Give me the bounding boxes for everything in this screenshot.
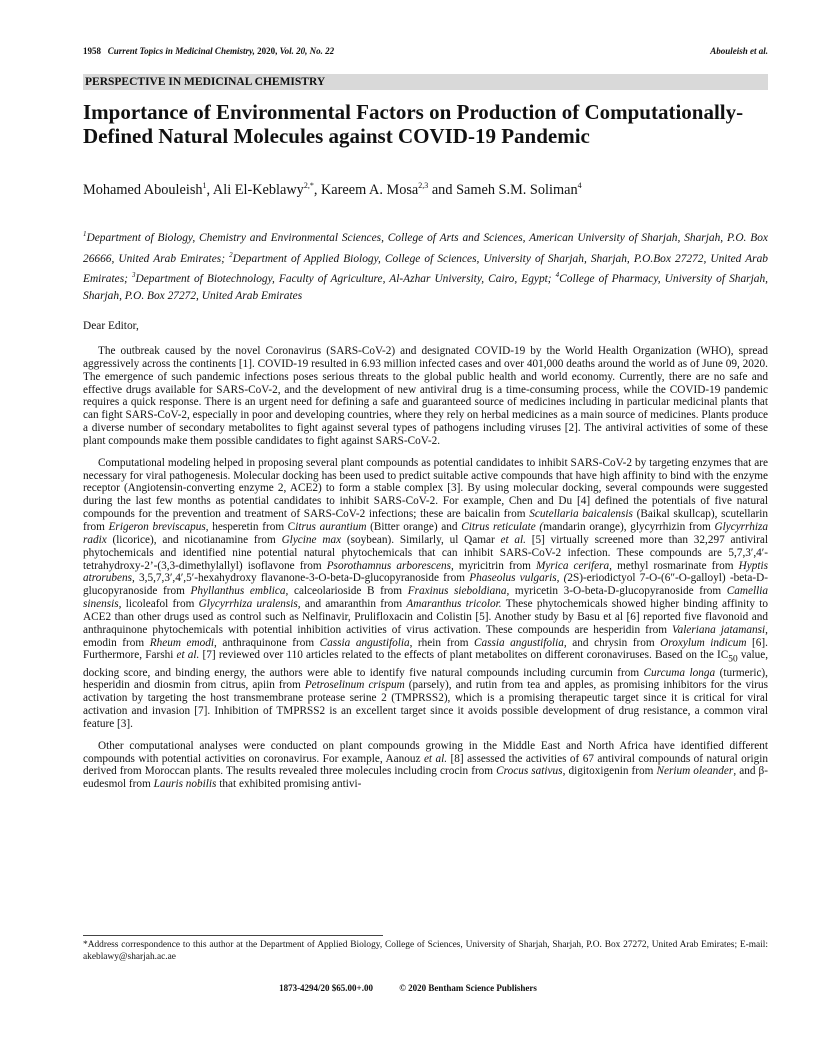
author-name: Ali El-Keblawy bbox=[212, 181, 304, 198]
species-name: Fraxinus sieboldiana, bbox=[407, 585, 510, 598]
species-name: Erigeron breviscapus bbox=[108, 520, 206, 533]
affiliation-mark: 1 bbox=[83, 230, 87, 238]
paragraph-text: (Bitter orange) and bbox=[366, 520, 462, 533]
paragraph-text: 2S)-eriodictyol 7-O-(6″-O-galloyl) -beta-D-glucopyranoside from bbox=[83, 572, 768, 598]
author-affiliation-mark: 2,3 bbox=[418, 181, 429, 190]
species-name: Rheum emodi bbox=[149, 636, 214, 649]
paragraph-text: 3,5,7,3′,4′,5′-hexahydroxy flavanone-3-O-beta-D-glucopyranoside from bbox=[134, 572, 470, 585]
paragraph-text: [6]. Furthermore, Farshi bbox=[83, 636, 768, 662]
footnote-divider bbox=[83, 935, 383, 936]
affiliations bbox=[83, 226, 768, 305]
paragraph-text: myricitrin from bbox=[453, 559, 536, 572]
author-name: Kareem A. Mosa bbox=[320, 181, 419, 198]
paragraph-text: myricetin 3-O-beta-D-glucopyranoside from bbox=[509, 585, 727, 598]
paragraph-text: (licorice), and nicotianamine from bbox=[106, 533, 282, 546]
species-name: Scutellaria baicalensis bbox=[529, 508, 633, 521]
paragraph-text: Other computational analyses were conducted on plant compounds growing in the Middle East and North Africa have identified different compounds with potential activities on coronavirus. For example, Aanouz bbox=[83, 739, 768, 765]
body-paragraph bbox=[83, 345, 768, 448]
paragraph-text: mandarin orange), glycyrrhizin from bbox=[543, 520, 715, 533]
affiliation-mark: 4 bbox=[555, 271, 560, 280]
species-name: Glycine max bbox=[281, 533, 342, 546]
paragraph-text: methyl rosmarinate from bbox=[612, 559, 739, 572]
species-name: Lauris nobilis bbox=[153, 778, 217, 791]
author-separator: , bbox=[206, 181, 213, 198]
paragraph-text: (parsely), and rutin from tea and apples, as promising inhibitors for the virus activation by targeting the host transmembrane protease serine 2 (TMPRSS2), which is a promising therapeutic target since it is critical for viral activation and invasion [7]. Inhibition of TMPRSS2 is an excellent target since it avoids possible development of drug resistance, a common viral feature [3]. bbox=[83, 679, 769, 730]
species-name: Curcuma longa bbox=[643, 666, 716, 679]
paragraph-text: that exhibited promising antivi- bbox=[216, 778, 362, 791]
affiliation-text: Department of Biology, Chemistry and Environmental Sciences, College of Arts and Sciences, American University of Sharjah, Sharjah, P.O. Box 26666, United Arab Emirates; bbox=[83, 231, 768, 265]
paragraph-text: (turmeric), hesperidin and diosmin from citrus, apiin from bbox=[83, 666, 768, 692]
species-name: et al. bbox=[176, 649, 200, 662]
page-footer bbox=[0, 983, 816, 993]
affiliation-mark: 2 bbox=[229, 250, 233, 259]
journal-name: Current Topics in Medicinal Chemistry, bbox=[107, 46, 255, 56]
paragraph-text: , rhein from bbox=[409, 636, 474, 649]
paragraph-text: , digitoxigenin from bbox=[562, 765, 657, 778]
paragraph-text: , emodin from bbox=[83, 623, 768, 649]
paragraph-text: Computational modeling helped in proposing several plant compounds as potential candidates to inhibit SARS-CoV-2 by targeting enzymes that are necessary for viral pathogenesis. Molecular docking has been used to predict suitable active compounds that have high affinity to bind with the enzyme receptor (Angiotensin-converting enzyme 2, ACE2) to form a stable complex [3]. By using molecular docking, several compounds were suggested during the last few months as potential candidates to inhibit SARS-CoV-2. For example, Chen and Du [4] defined the potentials of five natural compounds for the prevention and treatment of SARS-CoV-2 infections; these are baicalin from bbox=[83, 456, 768, 521]
species-name: Glycyrrhiza uralensis, bbox=[198, 598, 301, 611]
paragraph-text: , hesperetin from C bbox=[205, 520, 296, 533]
section-label: PERSPECTIVE IN MEDICINAL CHEMISTRY bbox=[83, 74, 768, 90]
species-name: itrus aurantium bbox=[295, 520, 367, 533]
paragraph-text: The outbreak caused by the novel Coronavirus (SARS-CoV-2) and designated COVID-19 by the World Health Organization (WHO), spread aggressively across the continents [1]. COVID-19 resulted in 6.93 million infected cases and over 401,000 deaths around the world as of June 09, 2020. The emergence of such pandemic infections poses serious threats to the global public health and world economy. Currently, there are no safe and effective drugs available for SARS-CoV-2, and the development of new antiviral drug is a time-consuming process, while the COVID-19 pandemic requires a quick response. There is an urgent need for defining a safe and guaranteed source of medicines including in particular medicinal plants that can fight SARS-CoV-2, especially in poor and developing countries, where they rely on herbal medicines as a main source of medicines. Plants produce a diverse number of secondary metabolites to fight against several types of pathogens including viruses [2]. The antiviral activities of some of these plant compounds make them possible candidates to fight against SARS-CoV-2. bbox=[83, 345, 768, 447]
paragraph-text: (Baikal skullcap), scutellarin from bbox=[83, 508, 768, 533]
article-title: Importance of Environmental Factors on Production of Computationally-Defined Natural Molecules against COVID-19 Pandemic bbox=[83, 100, 744, 148]
article-body bbox=[83, 345, 768, 800]
species-name: Myrica cerifera, bbox=[535, 559, 612, 572]
paragraph-text: (soybean). Similarly, ul Qamar bbox=[341, 533, 501, 546]
author-separator: and bbox=[428, 181, 457, 198]
copyright: © 2020 Bentham Science Publishers bbox=[399, 983, 537, 993]
species-name: et al. bbox=[500, 533, 526, 546]
page-number: 1958 bbox=[83, 46, 101, 56]
affiliation-text: Department of Biotechnology, Faculty of Agriculture, Al-Azhar University, Cairo, Egypt; bbox=[135, 272, 556, 285]
paragraph-text: licoleafol from bbox=[121, 598, 199, 611]
journal-volume: Vol. 20, No. 22 bbox=[279, 46, 335, 56]
author-separator: , bbox=[313, 181, 321, 198]
author-name: Sameh S.M. Soliman bbox=[456, 181, 578, 198]
body-paragraph bbox=[83, 740, 768, 791]
subscript: 50 bbox=[728, 654, 738, 665]
correspondence-footnote: *Address correspondence to this author at the Department of Applied Biology, College of Sciences, University of Sharjah, Sharjah, P.O. Box 27272, United Arab Emirates; E-mail: akeblawy@sharjah.ac.ae bbox=[83, 940, 768, 962]
journal-year: 2020, bbox=[257, 46, 278, 56]
body-paragraph bbox=[83, 457, 768, 731]
species-name: Hyptis atrorubens, bbox=[83, 559, 769, 585]
paragraph-text: , and β-eudesmol from bbox=[83, 765, 768, 791]
affiliation-text: Department of Applied Biology, College of Sciences, University of Sharjah, Sharjah, P.O.Box 27272, United Arab Emirates; bbox=[83, 252, 769, 285]
author-affiliation-mark: 1 bbox=[202, 181, 207, 190]
running-author: Abouleish et al. bbox=[710, 46, 768, 56]
species-name: Petroselinum crispum bbox=[304, 679, 405, 692]
species-name: Crocus sativus bbox=[496, 765, 563, 778]
species-name: Oroxylum indicum bbox=[660, 636, 747, 649]
species-name: Cassia angustifolia bbox=[319, 636, 410, 649]
paragraph-text: and chrysin from bbox=[566, 636, 661, 649]
author-affiliation-mark: 2,* bbox=[303, 181, 314, 190]
salutation: Dear Editor, bbox=[83, 320, 139, 332]
affiliation-mark: 3 bbox=[131, 271, 136, 280]
species-name: Psorothamnus arborescens, bbox=[326, 559, 454, 572]
species-name: Cassia angustifolia, bbox=[474, 636, 567, 649]
running-header bbox=[83, 46, 768, 56]
issn-price: 1873-4294/20 $65.00+.00 bbox=[279, 983, 373, 993]
header-left bbox=[83, 46, 334, 56]
paragraph-text: [5] virtually screened more than 32,297 antiviral phytochemicals and identified nine potential natural phytochemicals that can inhibit SARS-CoV-2 infection. These compounds are 5,7,3′,4′-tetrahydroxy-2’-(3,3-dimethylallyl) isoflavone from bbox=[83, 533, 768, 572]
species-name: Nerium oleander bbox=[656, 765, 734, 778]
species-name: Phaseolus vulgaris, ( bbox=[469, 572, 568, 585]
paragraph-text: value, docking score, and binding energy, the authors were able to identify five natural compounds including curcumin from bbox=[83, 649, 769, 679]
species-name: et al. bbox=[423, 752, 448, 765]
paragraph-text: These phytochemicals showed higher binding affinity to ACE2 than other drugs used as control such as Nelfinavir, Prulifloxacin and Colistin [5]. Another study by Basu et al [6] reported five flavonoid and anthraquinone phytochemicals with potential inhibition activities of virus activation. These compounds are hesperidin from bbox=[83, 598, 768, 636]
author-affiliation-mark: 4 bbox=[577, 181, 582, 190]
paragraph-text: , anthraquinone from bbox=[213, 636, 320, 649]
species-name: Valeriana jatamansi bbox=[672, 623, 766, 636]
author-list bbox=[83, 181, 768, 199]
species-name: Phyllanthus emblica, bbox=[190, 585, 289, 598]
paragraph-text: and amaranthin from bbox=[300, 598, 407, 611]
affiliation-text: College of Pharmacy, University of Sharjah, Sharjah, P.O. Box 27272, United Arab Emirates bbox=[83, 272, 768, 302]
paragraph-text: [7] reviewed over 110 articles related to the effects of plant metabolites on different coronaviruses. Based on the IC bbox=[199, 649, 729, 662]
species-name: Glycyrrhiza radix bbox=[83, 520, 768, 546]
species-name: Citrus reticulate ( bbox=[461, 520, 544, 533]
species-name: Camellia sinensis, bbox=[83, 585, 769, 611]
species-name: Amaranthus tricolor. bbox=[406, 598, 502, 611]
paragraph-text: [8] assessed the activities of 67 antiviral compounds of natural origin derived from Moroccan plants. The results revealed three molecules including crocin from bbox=[83, 752, 769, 778]
author-name: Mohamed Abouleish bbox=[83, 181, 203, 198]
paragraph-text: calceolarioside B from bbox=[288, 585, 408, 598]
